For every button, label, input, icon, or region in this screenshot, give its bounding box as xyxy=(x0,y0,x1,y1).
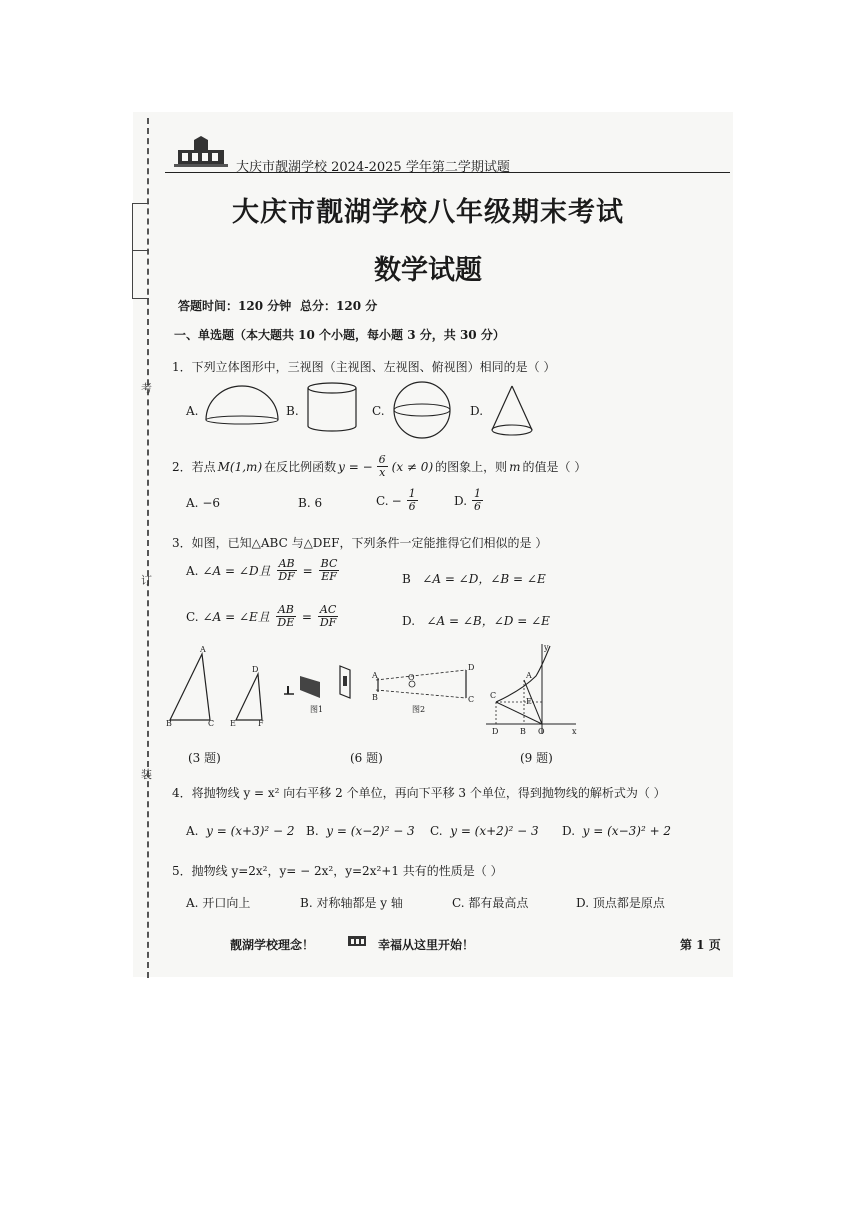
hemisphere-figure xyxy=(204,384,280,424)
q2-point: M(1,m) xyxy=(217,459,263,474)
option-fraction xyxy=(277,558,297,583)
q5-option-d xyxy=(576,894,665,911)
option-label: D. xyxy=(562,824,576,838)
q2-stem-part: 的图象上，则 xyxy=(435,460,508,474)
figure-q9-graph xyxy=(482,640,582,736)
fig-label: C xyxy=(208,719,215,728)
cone-figure xyxy=(490,384,534,438)
q2-var: m xyxy=(509,459,521,474)
q5-option-b xyxy=(300,894,403,911)
cylinder-figure xyxy=(306,382,358,434)
figure-caption: (3 题) xyxy=(188,751,221,765)
binding-char: 装 xyxy=(141,768,152,781)
binding-char: 考 xyxy=(141,382,152,395)
option-label: B. xyxy=(306,824,319,838)
option-text: 对称轴都是 y 轴 xyxy=(316,896,403,910)
q5-option-a xyxy=(186,894,250,911)
option-text: y = (x+2)² − 3 xyxy=(450,824,539,838)
binding-tab xyxy=(133,250,149,251)
section-heading: 一、单选题（本大题共 10 个小题，每小题 3 分，共 30 分） xyxy=(174,328,505,342)
fig-label: F xyxy=(258,719,264,728)
q4-option-d xyxy=(562,824,671,838)
q2-option-c xyxy=(376,488,420,513)
fraction-numerator: AC xyxy=(319,603,337,616)
binding-dashed-line xyxy=(147,118,149,978)
fig-label: C xyxy=(468,695,475,704)
option-label: A. xyxy=(186,496,199,510)
option-text: y = (x+3)² − 2 xyxy=(206,824,295,838)
fig-label: x xyxy=(572,727,577,736)
option-text: ∠A = ∠E且 xyxy=(202,610,270,624)
q1-option-label: A. xyxy=(186,404,199,418)
fig-label: C xyxy=(490,691,497,700)
q3-option-a xyxy=(186,558,341,583)
figure-q3-triangles xyxy=(164,646,274,726)
q4-option-a xyxy=(186,824,295,838)
fig-label: E xyxy=(230,719,236,728)
exam-time: 答题时间：120 分钟 xyxy=(178,299,292,313)
fraction-numerator: 1 xyxy=(474,487,482,500)
q2-option-b xyxy=(298,496,322,510)
option-fraction xyxy=(407,488,418,513)
option-value: 6 xyxy=(314,496,323,510)
option-label: C. xyxy=(452,896,465,910)
figure-caption: (6 题) xyxy=(350,751,383,765)
option-value: −6 xyxy=(202,496,221,510)
binding-char: 订 xyxy=(141,574,152,587)
binding-tab xyxy=(133,298,149,299)
footer-slogan: 幸福从这里开始！ xyxy=(378,938,475,952)
footer-logo xyxy=(346,932,368,950)
header-school-line: 大庆市靓湖学校 2024-2025 学年第二学期试题 xyxy=(236,160,510,175)
option-fraction xyxy=(318,604,338,629)
fig-label: D xyxy=(492,727,499,736)
figure-q6-projection xyxy=(282,660,482,720)
fraction-denominator: x xyxy=(379,466,386,479)
fraction-numerator: 6 xyxy=(378,453,386,466)
option-text: ∠A = ∠B，∠D = ∠E xyxy=(426,614,550,628)
q4-option-c xyxy=(430,824,539,838)
option-label: A. xyxy=(186,563,199,578)
q3-stem: 3．如图，已知△ABC 与△DEF，下列条件一定能推得它们相似的是 ） xyxy=(172,536,548,550)
fraction-numerator: AB xyxy=(277,603,294,616)
q2-fraction xyxy=(377,454,388,479)
q4-option-b xyxy=(306,824,415,838)
fig-label: 图2 xyxy=(412,705,426,714)
q2-stem-part: 的值是（ ） xyxy=(522,460,587,474)
footer-motto: 靓湖学校理念！ xyxy=(230,938,315,952)
option-fraction xyxy=(276,604,296,629)
q4-stem: 4．将抛物线 y = x² 向右平移 2 个单位，再向下平移 3 个单位，得到抛物线的解析式为（ ） xyxy=(172,786,666,800)
option-label: B xyxy=(402,572,411,586)
fraction-denominator: DE xyxy=(277,616,295,629)
option-label: B. xyxy=(300,896,313,910)
q2-stem-part: 在反比例函数 xyxy=(264,460,337,474)
q2-option-d xyxy=(454,488,485,513)
q2-option-a xyxy=(186,496,220,510)
option-label: B. xyxy=(298,496,311,510)
fig-label: B xyxy=(372,693,378,702)
q2-stem-part: 2．若点 xyxy=(172,460,216,474)
q3-option-d xyxy=(402,612,550,629)
option-label: D. xyxy=(454,493,468,508)
q1-stem: 1．下列立体图形中，三视图（主视图、左视图、俯视图）相同的是（ ） xyxy=(172,360,556,374)
binding-box-line xyxy=(132,203,133,299)
fraction-numerator: BC xyxy=(320,557,338,570)
page-title: 大庆市靓湖学校八年级期末考试 xyxy=(232,197,624,228)
page-number: 第 1 页 xyxy=(680,938,721,952)
fig-label: A xyxy=(526,671,532,680)
q3-option-c xyxy=(186,604,340,629)
fig-label: D xyxy=(252,665,259,674)
option-label: A. xyxy=(186,896,199,910)
fig-label: B xyxy=(166,719,172,728)
option-text: 顶点都是原点 xyxy=(592,896,665,910)
option-value: − xyxy=(391,493,402,508)
fig-label: y xyxy=(544,643,549,652)
fraction-numerator: AB xyxy=(278,557,295,570)
q3-option-b xyxy=(402,570,546,587)
option-text: ∠A = ∠D，∠B = ∠E xyxy=(422,572,546,586)
q2-func-condition: (x ≠ 0) xyxy=(391,459,434,474)
fraction-denominator: EF xyxy=(321,570,337,583)
q5-stem: 5．抛物线 y=2x²，y= − 2x²，y=2x²+1 共有的性质是（ ） xyxy=(172,864,503,878)
equals-sign: = xyxy=(301,609,312,624)
q1-option-label: B. xyxy=(286,404,299,418)
option-label: C. xyxy=(186,609,199,624)
binding-tab xyxy=(133,203,149,204)
fig-label: B xyxy=(520,727,526,736)
option-text: 都有最高点 xyxy=(468,896,529,910)
option-text: ∠A = ∠D且 xyxy=(202,564,271,578)
page-subtitle: 数学试题 xyxy=(374,255,482,286)
option-text: 开口向上 xyxy=(202,896,251,910)
option-label: C. xyxy=(430,824,443,838)
q5-option-c xyxy=(452,894,528,911)
option-text: y = (x−2)² − 3 xyxy=(326,824,415,838)
q1-option-label: D. xyxy=(470,404,484,418)
fig-label: 图1 xyxy=(310,705,324,714)
fig-label: D xyxy=(468,663,475,672)
option-text: y = (x−3)² + 2 xyxy=(582,824,672,838)
fraction-denominator: DF xyxy=(319,616,337,629)
option-fraction xyxy=(319,558,340,583)
fraction-denominator: 6 xyxy=(474,500,482,513)
option-label: C. xyxy=(376,493,389,508)
fig-label: A xyxy=(200,645,206,654)
fraction-denominator: 6 xyxy=(408,500,416,513)
fig-label: A xyxy=(372,671,378,680)
q2-stem xyxy=(172,454,586,479)
school-logo xyxy=(172,136,230,170)
fig-label: E xyxy=(526,697,532,706)
figure-caption: (9 题) xyxy=(520,751,553,765)
exam-score: 总分：120 分 xyxy=(300,299,378,313)
q1-option-label: C. xyxy=(372,404,385,418)
fraction-numerator: 1 xyxy=(408,487,416,500)
fig-label: O xyxy=(538,727,545,736)
q2-func-y: y = − xyxy=(338,459,373,474)
option-fraction xyxy=(472,488,483,513)
header-rule xyxy=(165,172,730,173)
option-label: D. xyxy=(402,614,416,628)
option-label: D. xyxy=(576,896,590,910)
option-label: A. xyxy=(186,824,199,838)
sphere-figure xyxy=(392,380,452,440)
fraction-denominator: DF xyxy=(278,570,295,583)
fig-label: O xyxy=(408,673,415,682)
equals-sign: = xyxy=(302,563,313,578)
